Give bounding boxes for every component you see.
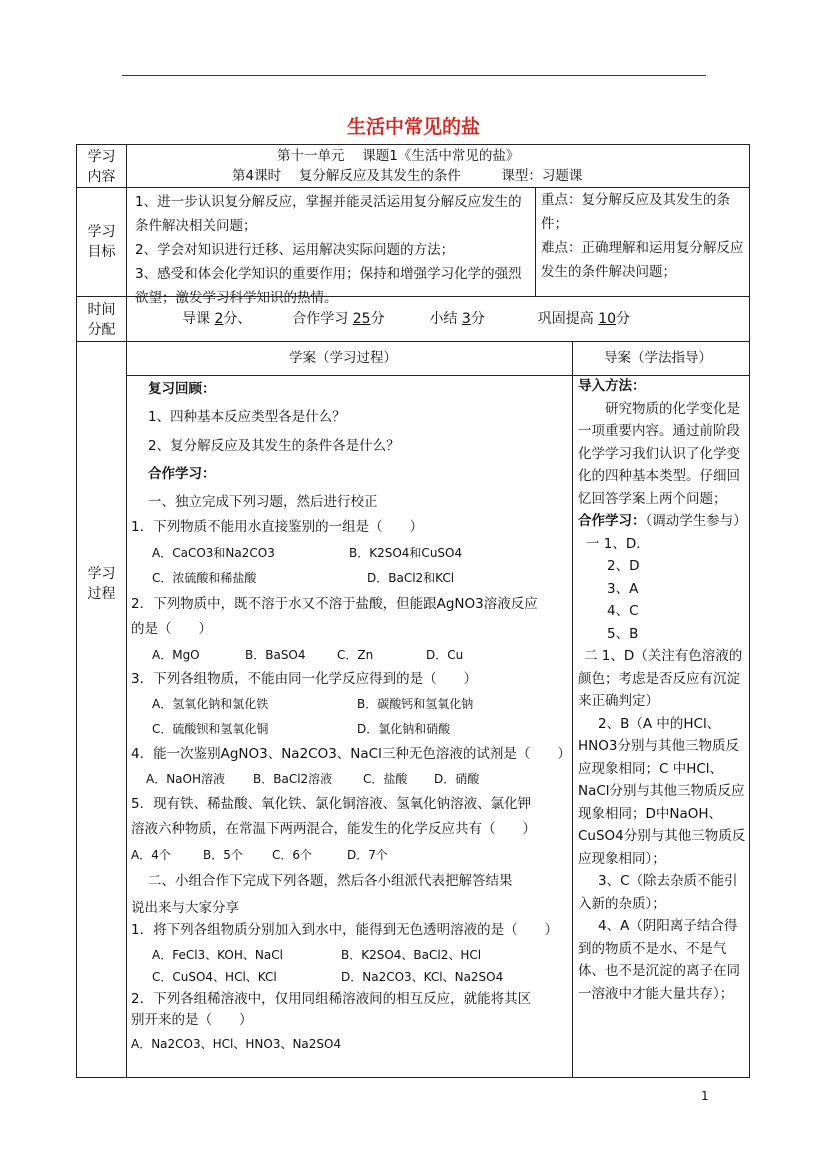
- q3-option-c: C．硫酸钡和氢氧化铜: [152, 722, 269, 736]
- q1-option-b: B．K2SO4和CuSO4: [349, 546, 463, 560]
- q3-option-a: A．氢氧化钠和氯化铁: [152, 697, 269, 711]
- row-label: 时间 分配: [87, 302, 116, 338]
- guide-case-header: 导案（学法指导）: [604, 350, 712, 366]
- p2: 2．下列各组稀溶液中，仅用同组稀溶液间的相互反应，就能将其区: [131, 991, 532, 1007]
- q5-option-a: A．4个: [131, 848, 171, 862]
- q2-option-a: A．MgO: [152, 648, 200, 662]
- objective-3: 3、感受和体会化学知识的重要作用；保持和增强学习化学的强烈欲望；激发学习科学知识的热情。: [135, 266, 522, 306]
- part2-title-cont: 说出来与大家分享: [131, 900, 239, 916]
- header-rule: [122, 75, 706, 76]
- lead-text: 研究物质的化学变化是一项重要内容。通过前阶段化学学习我们认识了化学变化的四种基本类型。仔细回忆回答学案上两个问题；: [578, 400, 740, 507]
- answer2-3: 3、C（除去杂质不能引入新的杂质）；: [578, 873, 738, 912]
- p1: 1．将下列各组物质分别加入到水中，能得到无色透明溶液的是（ ）: [131, 922, 559, 938]
- divider: [572, 342, 573, 1077]
- row-label: 学习 过程: [87, 566, 116, 602]
- row-content: [76, 144, 750, 188]
- q5-option-b: B．5个: [203, 848, 243, 862]
- answer-5: 5、B: [607, 625, 639, 642]
- p1-option-b: B．K2SO4、BaCl2、HCl: [341, 948, 482, 962]
- answer-3: 3、A: [607, 580, 639, 597]
- lesson-line: 第4课时 复分解反应及其发生的条件 课型：习题课: [232, 168, 583, 184]
- time-allocation: 导课 2分、 合作学习 25分 小结 3分 巩固提高 10分: [182, 311, 631, 327]
- coop-title: 合作学习：: [578, 513, 646, 529]
- unit-line: 第十一单元 课题1《生活中常见的盐》: [277, 148, 520, 164]
- divider: [126, 188, 127, 296]
- q1-option-c: C．浓硫酸和稀盐酸: [152, 571, 257, 585]
- p2-option-a: A．Na2CO3、HCl、HNO3、Na2SO4: [131, 1037, 342, 1051]
- review-q1: 1、四种基本反应类型各是什么？: [148, 409, 346, 425]
- part1-title: 一、独立完成下列习题，然后进行校正: [148, 494, 378, 510]
- row-label: [77, 147, 126, 187]
- page-title: 生活中常见的盐: [346, 116, 480, 138]
- key-points: [541, 188, 747, 284]
- row-label: 学习 目标: [87, 224, 116, 260]
- q4-option-d: D．硝酸: [434, 772, 480, 786]
- q5-option-d: D．7个: [347, 848, 388, 862]
- review-q2: 2、复分解反应及其发生的条件各是什么？: [148, 438, 400, 454]
- objective-1: 1、进一步认识复分解反应，掌握并能灵活运用复分解反应发生的条件解决相关问题；: [135, 194, 522, 234]
- divider: [126, 342, 127, 1077]
- p1-option-a: A．FeCl3、KOH、NaCl: [152, 948, 283, 962]
- time-coop: 25: [352, 311, 371, 327]
- q2-option-b: B．BaSO4: [245, 648, 306, 662]
- q4: 4．能一次鉴别AgNO3、Na2CO3、NaCl三种无色溶液的试剂是（ ）: [131, 746, 571, 762]
- row-time: [76, 296, 750, 342]
- coop-text: （调动学生参与）: [645, 513, 747, 529]
- q5: 5．现有铁、稀盐酸、氧化铁、氯化铜溶液、氢氧化钠溶液、氯化钾: [131, 796, 532, 812]
- divider: [126, 145, 127, 187]
- lead-title: 导入方法：: [578, 378, 646, 394]
- answer2-2: 2、B（A 中的HCl、HNO3分别与其他三物质反应现象相同；C 中HCl、NaCl分别与其他三物质反应现象相同；D中NaOH、CuSO4分别与其他三物质反应现象相同）；: [578, 715, 746, 867]
- row-objectives: [76, 187, 750, 306]
- time-summary: 3: [461, 311, 471, 327]
- divider: [535, 188, 536, 296]
- answer-1: 一 1、D.: [586, 535, 641, 552]
- q5-option-c: C．6个: [272, 848, 313, 862]
- q1: 1．下列物质不能用水直接鉴别的一组是（ ）: [131, 519, 424, 535]
- time-intro: 2: [214, 311, 224, 327]
- coop-line: [578, 510, 748, 533]
- p1-option-d: D．Na2CO3、KCl、Na2SO4: [341, 970, 504, 984]
- q3-option-d: D．氯化钠和硝酸: [357, 722, 451, 736]
- time-consolidate: 10: [598, 311, 617, 327]
- q4-option-b: B．BaCl2溶液: [253, 772, 333, 786]
- answer2-4: 4、A（阴阳离子结合得到的物质不是水、不是气体、也不是沉淀的离子在同一溶液中才能大量共存）；: [578, 918, 740, 1002]
- objectives-text: [135, 190, 530, 310]
- label-line-1: 学习: [87, 149, 116, 165]
- study-case-header: 学案（学习过程）: [289, 350, 397, 366]
- guide-case: [578, 375, 748, 1005]
- objective-2: 2、学会对知识进行迁移、运用解决实际问题的方法；: [135, 242, 455, 258]
- q4-option-a: A．NaOH溶液: [146, 772, 226, 786]
- p2-cont: 别开来的是（ ）: [131, 1012, 253, 1028]
- divider: [126, 297, 127, 341]
- q1-option-d: D．BaCl2和KCl: [367, 571, 455, 585]
- coop-title: 合作学习：: [148, 466, 216, 482]
- q3-option-b: B．碳酸钙和氢氧化钠: [357, 697, 474, 711]
- q2-cont: 的是（ ）: [131, 621, 212, 637]
- q1-option-a: A．CaCO3和Na2CO3: [152, 546, 275, 560]
- answer-2: 2、D: [607, 558, 640, 574]
- q2: 2．下列物质中，既不溶于水又不溶于盐酸，但能跟AgNO3溶液反应: [131, 596, 538, 612]
- q5-cont: 溶液六种物质，在常温下两两混合，能发生的化学反应共有（ ）: [131, 821, 536, 837]
- key-point: 重点：复分解反应及其发生的条件；: [541, 192, 730, 232]
- answer-4: 4、C: [607, 603, 639, 619]
- q3: 3．下列各组物质，不能由同一化学反应得到的是（ ）: [131, 671, 478, 687]
- q2-option-c: C．Zn: [337, 648, 374, 662]
- page-number: 1: [701, 1089, 709, 1103]
- label-line-2: 内容: [87, 169, 116, 185]
- answer2-1: 二 1、D（关注有色溶液的颜色；考虑是否反应有沉淀来正确判定）: [578, 648, 743, 709]
- difficult-point: 难点：正确理解和运用复分解反应发生的条件解决问题；: [541, 240, 744, 280]
- review-title: 复习回顾：: [148, 381, 216, 397]
- part2-title: 二、小组合作下完成下列各题，然后各小组派代表把解答结果: [148, 873, 513, 889]
- p1-option-c: C．CuSO4、HCl、KCl: [152, 970, 277, 984]
- q4-option-c: C．盐酸: [363, 772, 408, 786]
- q2-option-d: D．Cu: [426, 648, 464, 662]
